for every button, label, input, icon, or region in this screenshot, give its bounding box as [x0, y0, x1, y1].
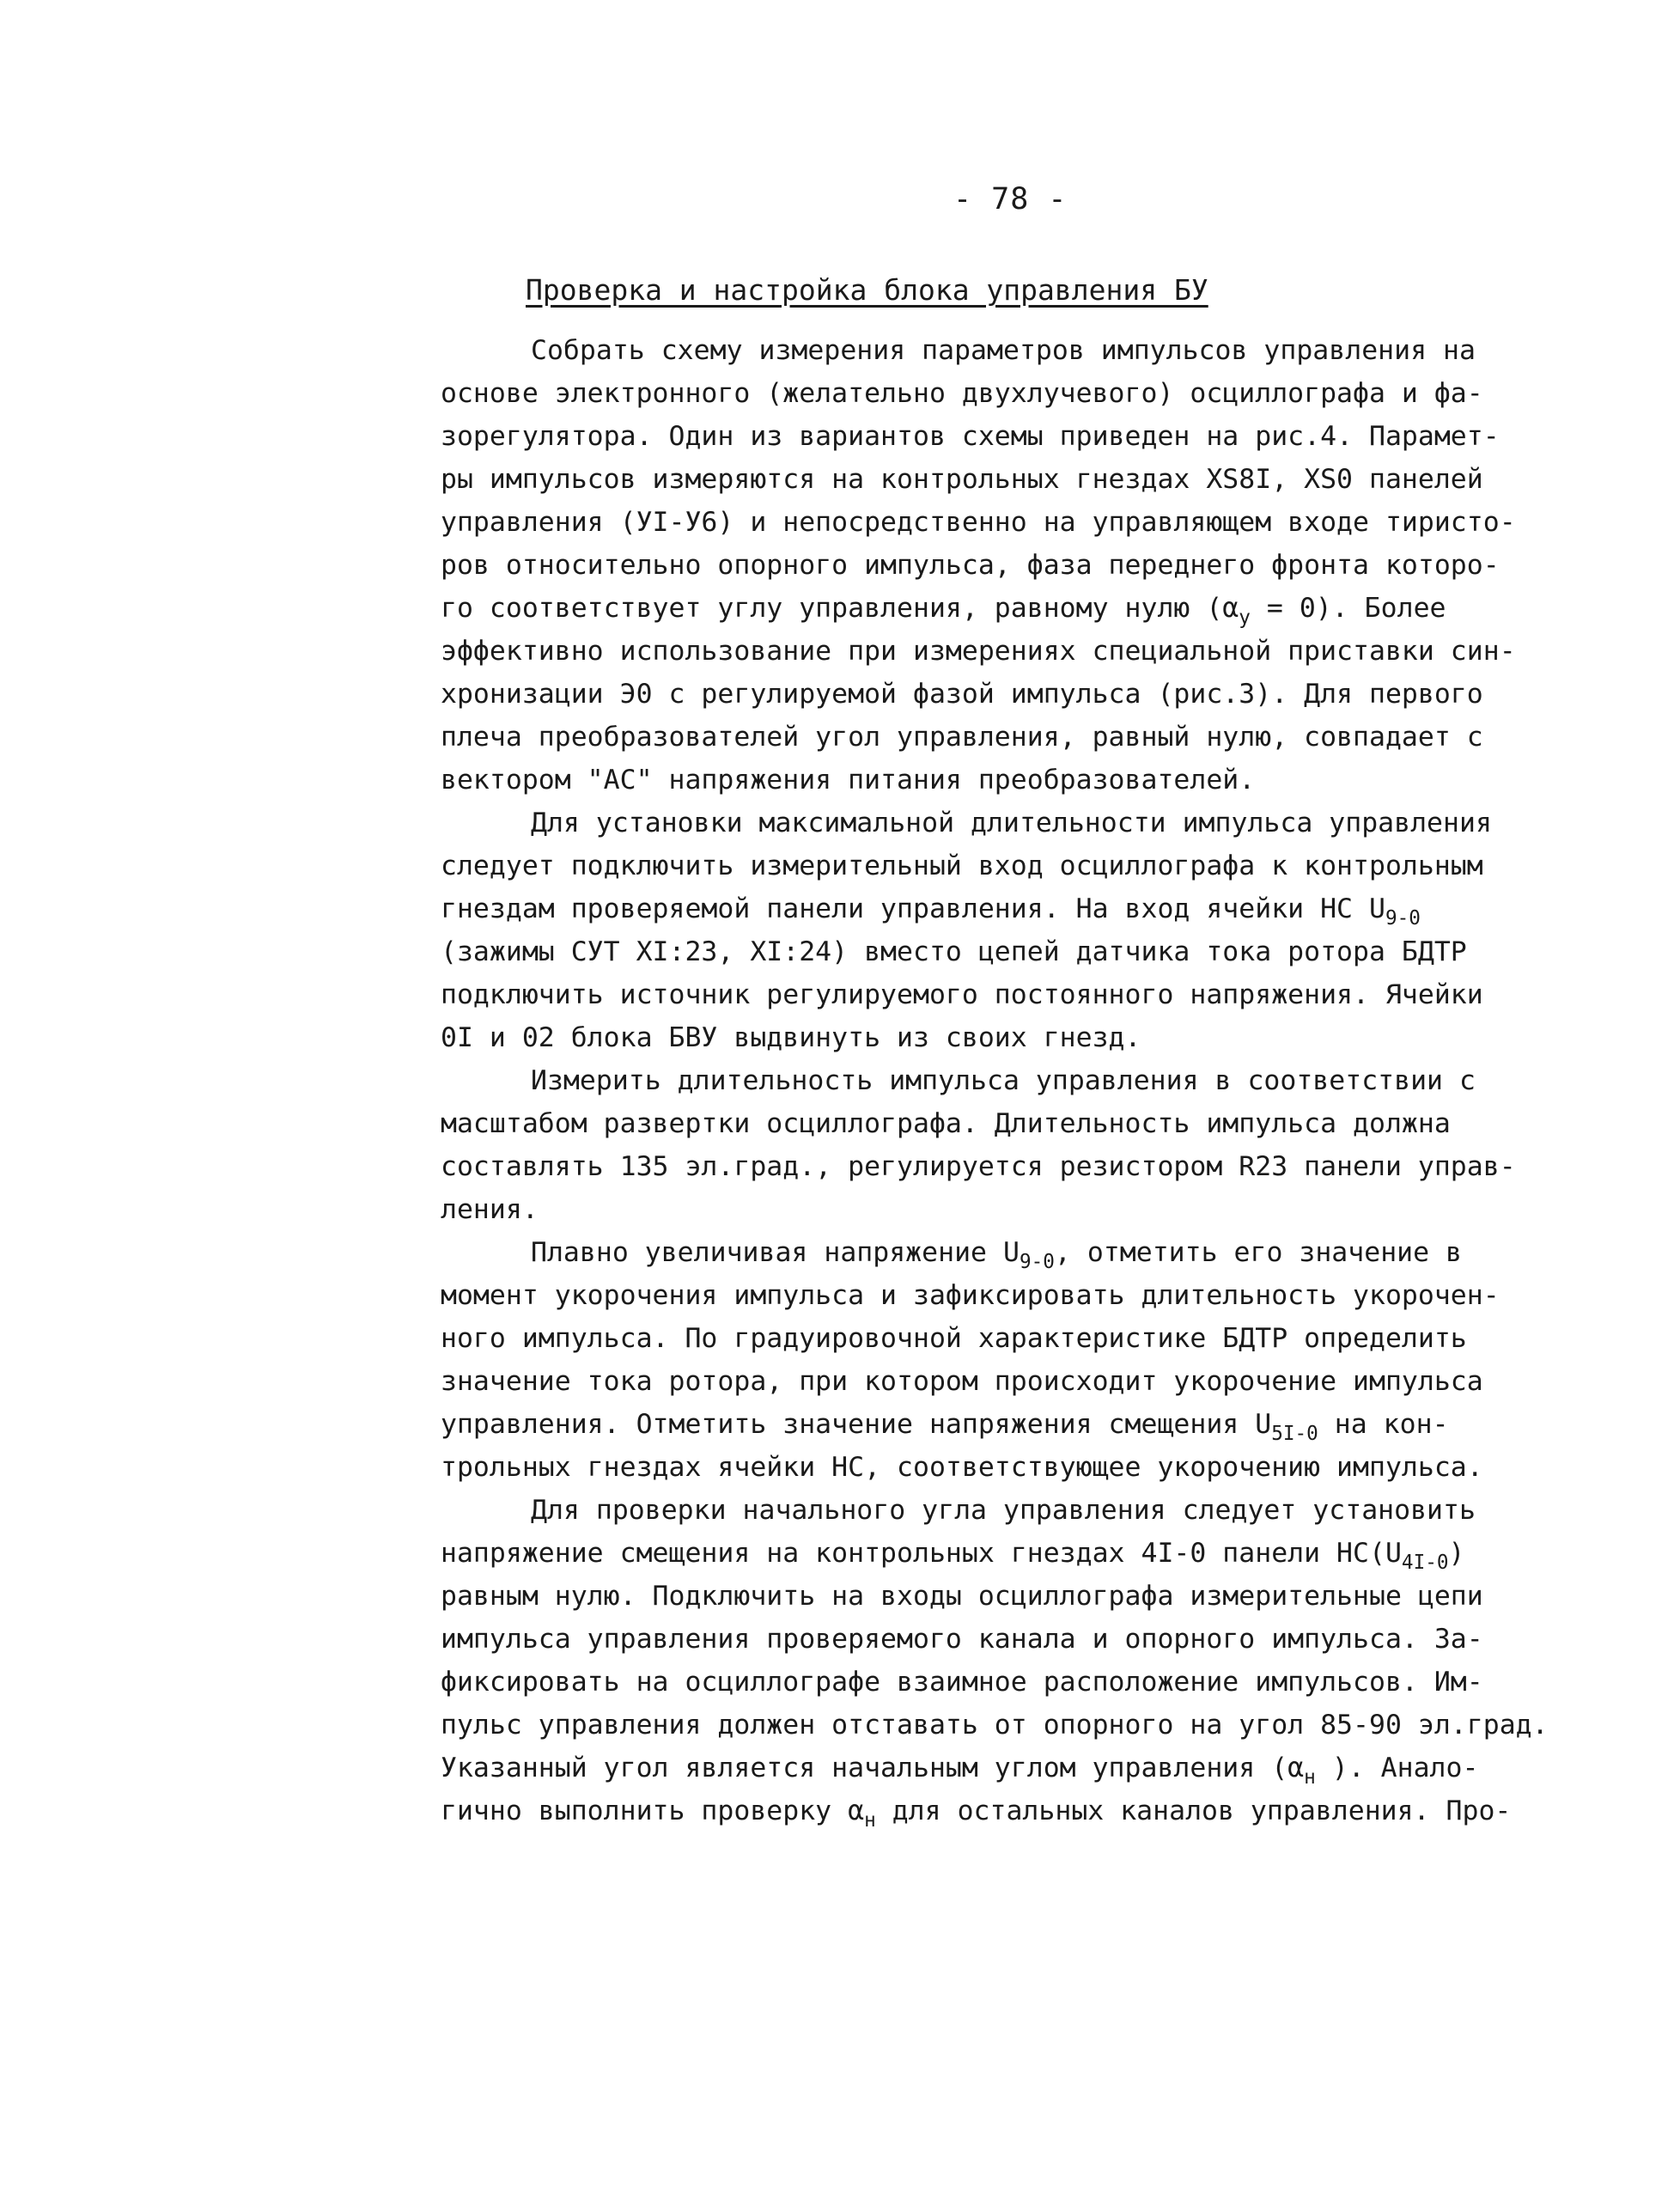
text-line-with-formula [441, 887, 1583, 930]
text-line: управления (УI-У6) и непосредственно на управляющем входе тиристо- [441, 507, 1516, 538]
paragraph-1 [441, 329, 1583, 802]
text-line: основе электронного (желательно двухлучевого) осциллографа и фа- [441, 378, 1483, 409]
paragraph-4 [441, 1231, 1583, 1489]
text-line: Для проверки начального угла управления следует установить [531, 1495, 1476, 1526]
text-line: фиксировать на осциллографе взаимное расположение импульсов. Им- [441, 1667, 1483, 1698]
formula-subscript: 9-0 [1385, 906, 1421, 930]
text-line: зорегулятора. Один из вариантов схемы приведен на рис.4. Парамет- [441, 421, 1500, 452]
paragraph-2 [441, 802, 1583, 1059]
text-segment: , отметить его значение в [1054, 1237, 1463, 1268]
text-line: плеча преобразователей угол управления, равный нулю, совпадает с [441, 722, 1483, 753]
text-line-with-formula [441, 1747, 1583, 1789]
formula-subscript: 4I-0 [1401, 1551, 1449, 1574]
text-line: вектором "АС" напряжения питания преобразователей. [441, 765, 1256, 796]
text-segment: = 0). Более [1250, 593, 1446, 624]
text-line: трольных гнездах ячейки НС, соответствующее укорочению импульса. [441, 1452, 1483, 1483]
text-line: равным нулю. Подключить на входы осциллографа измерительные цепи [441, 1581, 1483, 1612]
formula-subscript: н [864, 1808, 876, 1832]
text-segment: гнездам проверяемой панели управления. На вход ячейки НС U [441, 893, 1385, 924]
text-segment: Указанный угол является начальным углом управления (α [441, 1753, 1305, 1783]
formula-subscript: у [1239, 606, 1251, 629]
text-segment: ). Анало- [1315, 1753, 1479, 1783]
text-line: Собрать схему измерения параметров импульсов управления на [531, 335, 1476, 366]
text-line-with-formula [441, 1532, 1583, 1575]
formula-subscript: 5I-0 [1271, 1422, 1318, 1445]
text-segment: напряжение смещения на контрольных гнездах 4I-0 панели НС(U [441, 1538, 1402, 1569]
text-line: ры импульсов измеряются на контрольных гнездах XS8I, XS0 панелей [441, 464, 1483, 495]
text-line: импульса управления проверяемого канала и опорного импульса. За- [441, 1624, 1483, 1655]
section-heading: Проверка и настройка блока управления БУ [526, 273, 1208, 307]
page-number: - 78 - [953, 182, 1068, 216]
text-segment: управления. Отметить значение напряжения смещения U [441, 1409, 1272, 1440]
text-line: (зажимы СУТ XI:23, XI:24) вместо цепей датчика тока ротора БДТР [441, 936, 1467, 967]
body-text [441, 329, 1583, 1832]
text-line: значение тока ротора, при котором происходит укорочение импульса [441, 1366, 1483, 1397]
text-line: хронизации Э0 с регулируемой фазой импульса (рис.3). Для первого [441, 679, 1483, 710]
text-line: ления. [441, 1194, 539, 1225]
text-segment: ) [1448, 1538, 1465, 1569]
text-line: масштабом развертки осциллографа. Длительность импульса должна [441, 1108, 1451, 1139]
text-line: составлять 135 эл.град., регулируется резистором R23 панели управ- [441, 1151, 1516, 1182]
text-line: следует подключить измерительный вход осциллографа к контрольным [441, 851, 1483, 881]
text-line-with-formula [441, 1231, 1583, 1274]
text-segment: для остальных каналов управления. Про- [875, 1796, 1512, 1826]
text-line: пульс управления должен отставать от опорного на угол 85-90 эл.град. [441, 1710, 1549, 1741]
text-line: Для установки максимальной длительности импульса управления [531, 808, 1492, 838]
paragraph-5 [441, 1489, 1583, 1832]
formula-subscript: н [1304, 1765, 1316, 1789]
text-segment: на кон- [1318, 1409, 1449, 1440]
text-line-with-formula [441, 587, 1583, 630]
formula-subscript: 9-0 [1019, 1250, 1055, 1273]
text-line: 0I и 02 блока БВУ выдвинуть из своих гнезд. [441, 1022, 1141, 1053]
text-line: подключить источник регулируемого постоянного напряжения. Ячейки [441, 979, 1483, 1010]
text-line: ров относительно опорного импульса, фаза переднего фронта которо- [441, 550, 1500, 581]
paragraph-3 [441, 1059, 1583, 1231]
text-segment: го соответствует углу управления, равному нулю (α [441, 593, 1239, 624]
text-line: ного импульса. По градуировочной характеристике БДТР определить [441, 1323, 1467, 1354]
text-line: Измерить длительность импульса управления в соответствии с [531, 1065, 1476, 1096]
text-line: эффективно использование при измерениях специальной приставки син- [441, 636, 1516, 667]
text-line: момент укорочения импульса и зафиксировать длительность укорочен- [441, 1280, 1500, 1311]
text-segment: Плавно увеличивая напряжение U [531, 1237, 1020, 1268]
text-segment: гично выполнить проверку α [441, 1796, 865, 1826]
text-line-with-formula [441, 1789, 1583, 1832]
text-line-with-formula [441, 1403, 1583, 1446]
